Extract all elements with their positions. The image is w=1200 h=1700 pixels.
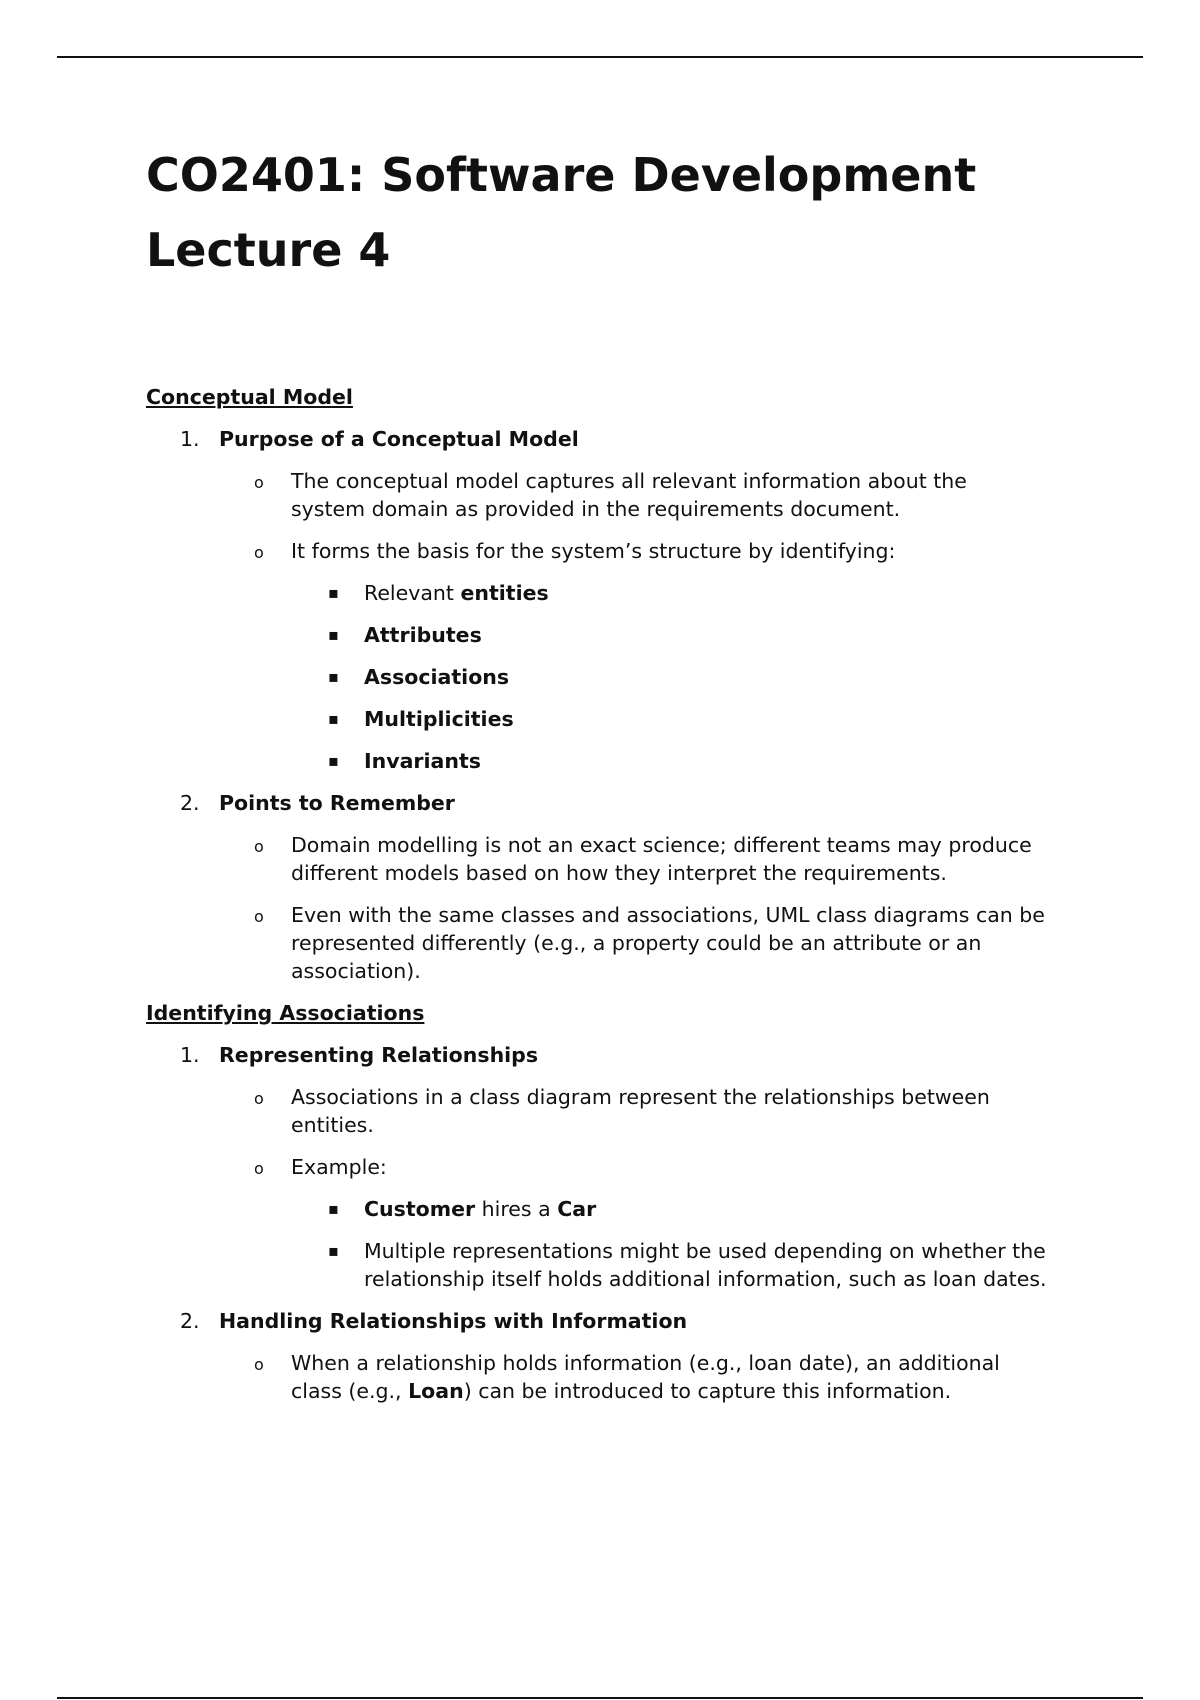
bullet-item [146, 1083, 1066, 1139]
item-number: 1. [180, 1043, 200, 1067]
bullet-text: Domain modelling is not an exact science; different teams may produce different models based on how they interpret the requirements. [291, 833, 1032, 885]
sub-bullet-bold: Attributes [364, 623, 482, 647]
sub-bullet-item [146, 663, 1066, 691]
item-number: 2. [180, 1309, 200, 1333]
top-rule [57, 56, 1143, 58]
bullet-icon: o [254, 1355, 264, 1374]
square-bullet-icon: ▪ [328, 583, 339, 602]
item-number: 1. [180, 427, 200, 451]
square-bullet-icon: ▪ [328, 751, 339, 770]
bullet-icon: o [254, 543, 264, 562]
bullet-item [146, 537, 1066, 565]
square-bullet-icon: ▪ [328, 709, 339, 728]
numbered-item [146, 1307, 1066, 1335]
bullet-text: It forms the basis for the system’s structure by identifying: [291, 539, 896, 563]
bullet-icon: o [254, 1089, 264, 1108]
item-title: Purpose of a Conceptual Model [219, 427, 579, 451]
sub-bullet-bold: Associations [364, 665, 510, 689]
section-heading-identifying-associations: Identifying Associations [146, 1001, 425, 1025]
bullet-item [146, 1349, 1066, 1405]
document-title [146, 138, 976, 288]
title-line-1: CO2401: Software Development [146, 148, 977, 202]
bullet-icon: o [254, 473, 264, 492]
bullet-item [146, 831, 1066, 887]
bullet-text: The conceptual model captures all relevant information about the system domain as provided in the requirements document. [291, 469, 967, 521]
square-bullet-icon: ▪ [328, 625, 339, 644]
bullet-bold-text: Loan [408, 1379, 464, 1403]
sub-bullet-bold: Customer [364, 1197, 476, 1221]
bullet-text: ) can be introduced to capture this information. [463, 1379, 952, 1403]
bullet-icon: o [254, 907, 264, 926]
item-title: Points to Remember [219, 791, 455, 815]
square-bullet-icon: ▪ [328, 1199, 339, 1218]
bullet-item [146, 467, 1066, 523]
item-title: Handling Relationships with Information [219, 1309, 688, 1333]
sub-bullet-bold: Car [557, 1197, 597, 1221]
sub-bullet-bold: Invariants [364, 749, 481, 773]
sub-bullet-text: Multiple representations might be used depending on whether the relationship itself holds additional information, such as loan dates. [364, 1239, 1047, 1291]
bullet-text: Even with the same classes and associations, UML class diagrams can be represented differently (e.g., a property could be an attribute or an association). [291, 903, 1045, 983]
bullet-icon: o [254, 837, 264, 856]
bottom-rule [57, 1697, 1143, 1699]
bullet-text: When a relationship holds information (e.g., loan date), an additional class (e.g., [291, 1351, 1000, 1403]
document-body [146, 383, 1066, 1419]
sub-bullet-item [146, 1237, 1066, 1293]
item-number: 2. [180, 791, 200, 815]
sub-bullet-item [146, 579, 1066, 607]
sub-bullet-text: hires a [475, 1197, 558, 1221]
bullet-item [146, 1153, 1066, 1181]
sub-bullet-item [146, 705, 1066, 733]
sub-bullet-item [146, 1195, 1066, 1223]
sub-bullet-bold: entities [460, 581, 549, 605]
numbered-item [146, 789, 1066, 817]
numbered-item [146, 425, 1066, 453]
square-bullet-icon: ▪ [328, 1241, 339, 1260]
bullet-text: Example: [291, 1155, 387, 1179]
bullet-item [146, 901, 1066, 985]
numbered-item [146, 1041, 1066, 1069]
bullet-icon: o [254, 1159, 264, 1178]
title-line-2: Lecture 4 [146, 223, 391, 277]
sub-bullet-bold: Multiplicities [364, 707, 514, 731]
sub-bullet-item [146, 621, 1066, 649]
section-heading-conceptual-model: Conceptual Model [146, 385, 353, 409]
sub-bullet-text: Relevant [364, 581, 461, 605]
sub-bullet-item [146, 747, 1066, 775]
bullet-text: Associations in a class diagram represent the relationships between entities. [291, 1085, 990, 1137]
item-title: Representing Relationships [219, 1043, 539, 1067]
square-bullet-icon: ▪ [328, 667, 339, 686]
